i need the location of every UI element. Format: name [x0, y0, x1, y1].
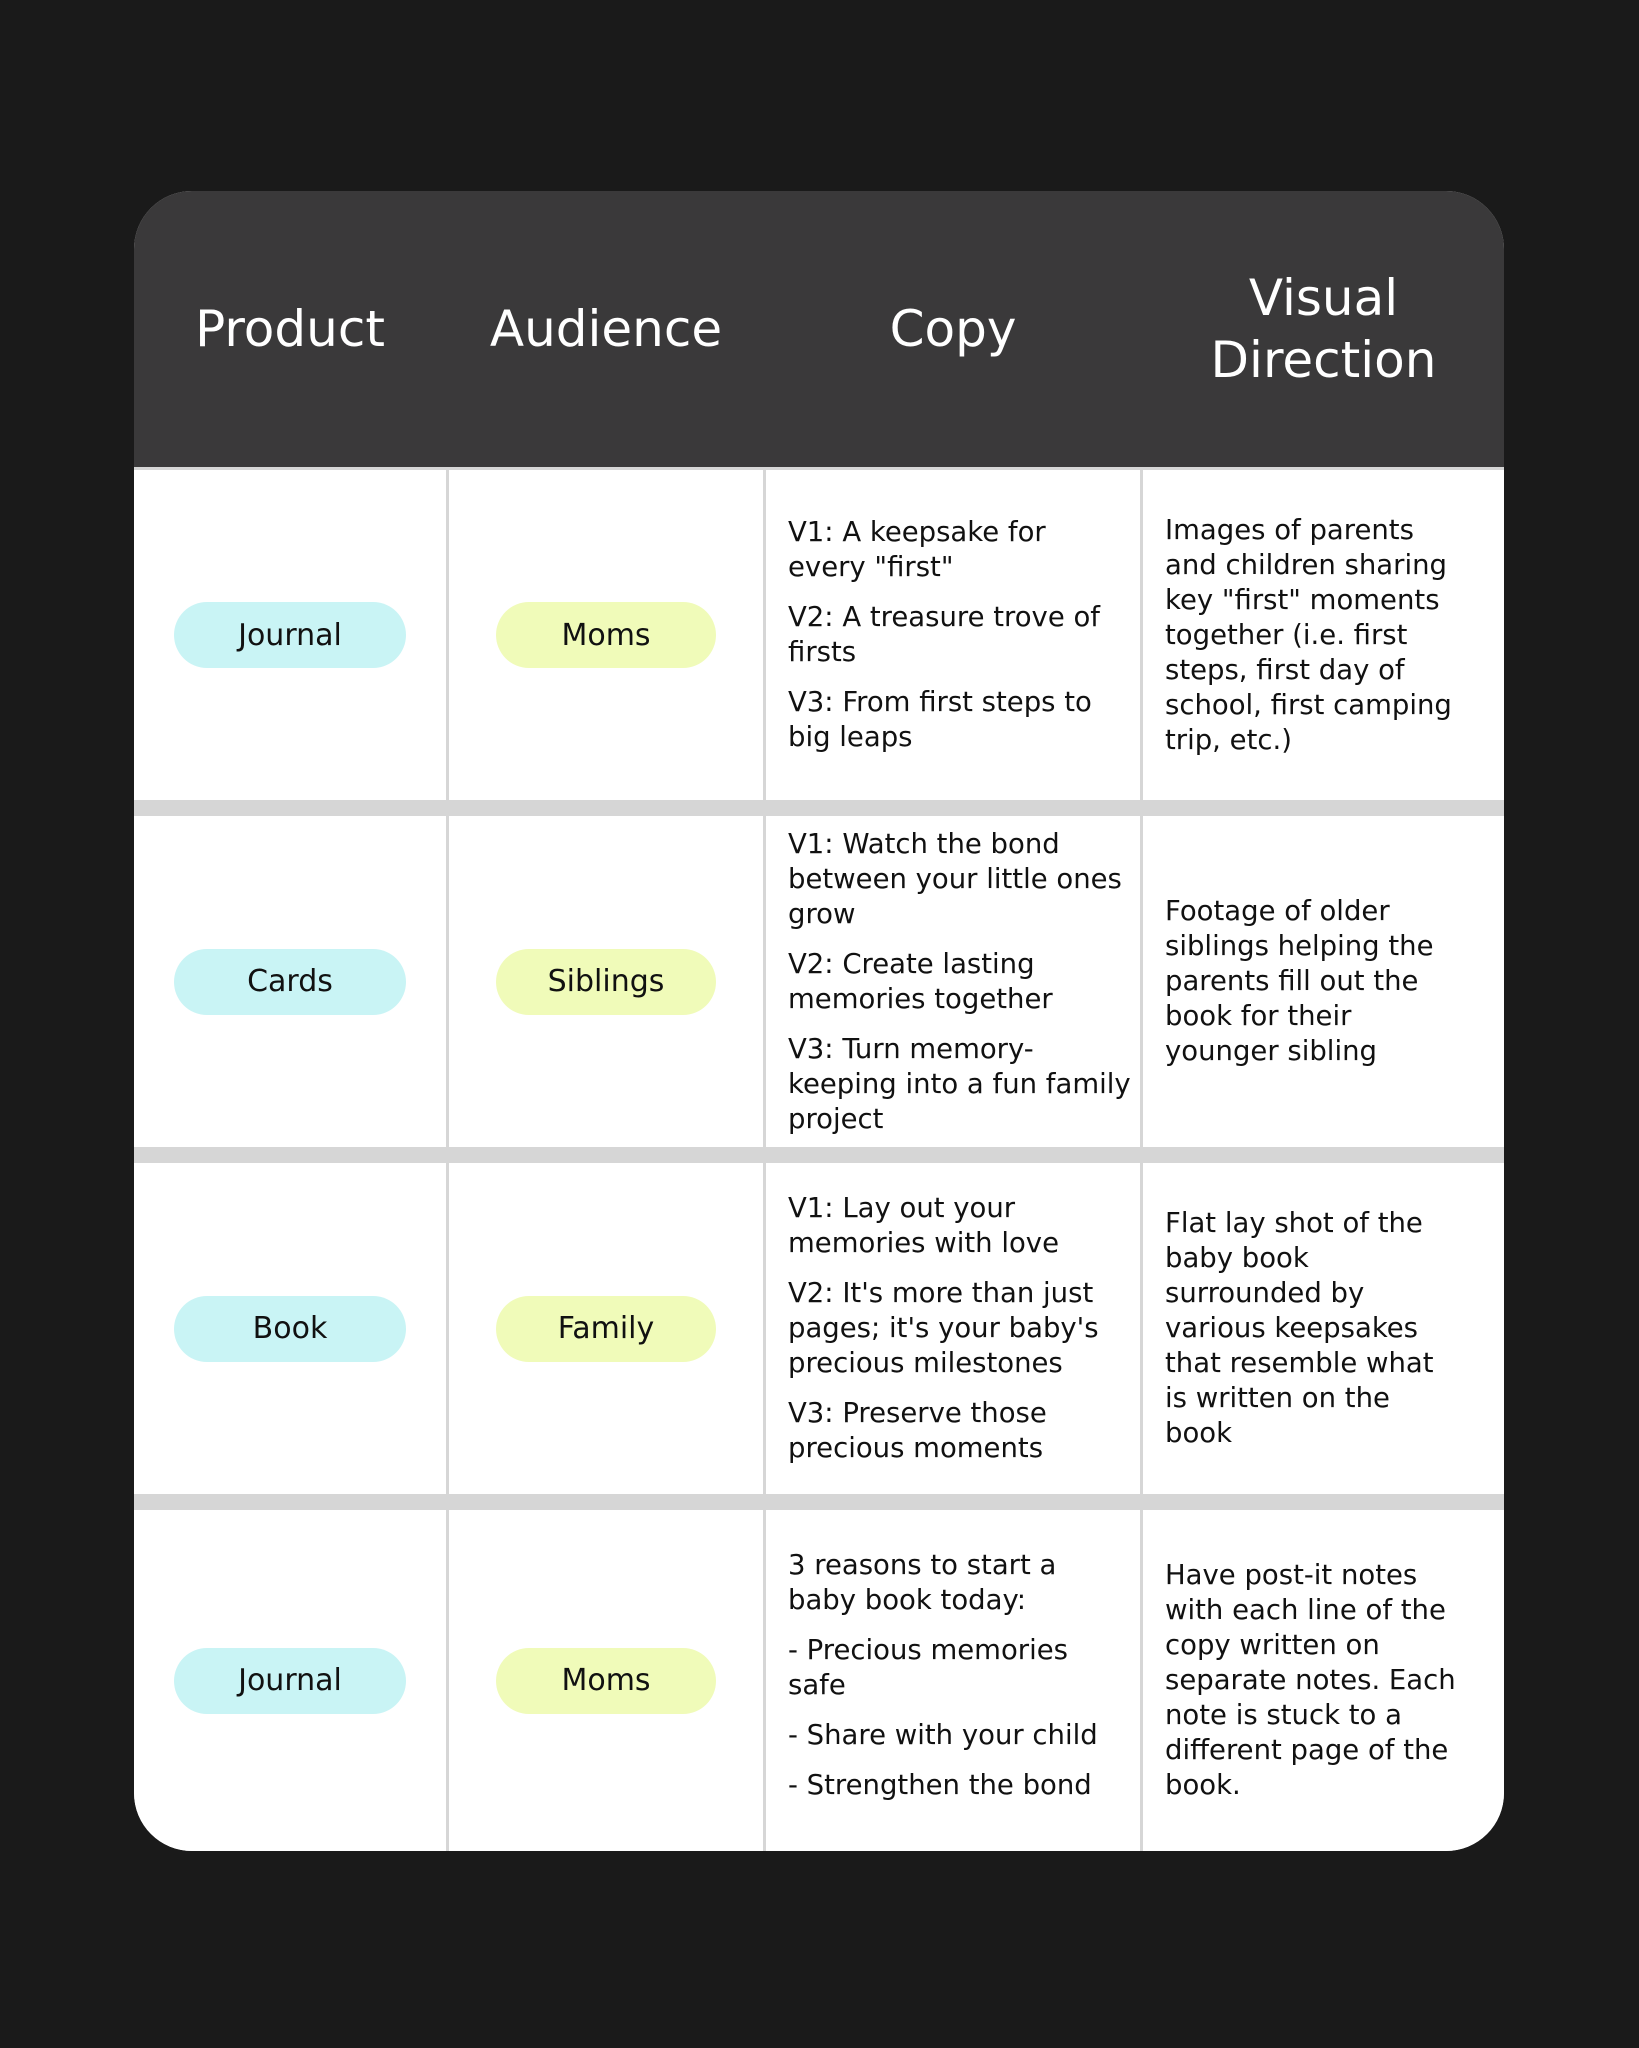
audience-cell [449, 470, 763, 800]
content-plan-table [134, 191, 1504, 1851]
copy-cell [766, 816, 1140, 1147]
product-tag: Book [174, 1296, 406, 1362]
product-cell [134, 816, 446, 1147]
table-row [134, 1510, 1504, 1851]
table-row [134, 470, 1504, 800]
copy-line: - Precious memories safe [788, 1634, 1068, 1701]
audience-tag: Moms [496, 602, 716, 668]
visual-direction-cell [1143, 1163, 1504, 1494]
copy-line: V2: It's more than just pages; it's your baby's precious milestones [788, 1277, 1099, 1379]
header-product: Product [195, 300, 385, 358]
visual-direction-text: Flat lay shot of the baby book surrounded by various keepsakes that resemble what is written on the book [1165, 1207, 1434, 1449]
product-tag: Cards [174, 949, 406, 1015]
audience-cell [449, 816, 763, 1147]
copy-line: - Share with your child [788, 1719, 1098, 1751]
copy-cell [766, 1163, 1140, 1494]
audience-tag: Family [496, 1296, 716, 1362]
copy-line: V3: From first steps to big leaps [788, 686, 1092, 753]
audience-cell [449, 1510, 763, 1851]
copy-line: V3: Preserve those precious moments [788, 1397, 1047, 1464]
copy-line: V2: Create lasting memories together [788, 947, 1053, 1015]
audience-cell [449, 1163, 763, 1494]
audience-tag: Siblings [496, 949, 716, 1015]
copy-line: 3 reasons to start a baby book today: [788, 1549, 1057, 1616]
header-audience: Audience [489, 300, 723, 358]
copy-line: V2: A treasure trove of firsts [788, 601, 1100, 668]
copy-line: V3: Turn memory-keeping into a fun family project [788, 1032, 1131, 1135]
visual-direction-text: Images of parents and children sharing key "first" moments together (i.e. first steps, first day of school, first camping trip, etc.) [1165, 513, 1452, 756]
visual-direction-cell [1143, 1510, 1504, 1851]
copy-cell [766, 470, 1140, 800]
visual-direction-text: Footage of older siblings helping the parents fill out the book for their younger sibling [1165, 895, 1434, 1067]
copy-line: V1: A keepsake for every "first" [788, 516, 1046, 583]
audience-tag: Moms [496, 1648, 716, 1714]
product-tag: Journal [174, 602, 406, 668]
copy-line: V1: Lay out your memories with love [788, 1192, 1059, 1259]
product-cell [134, 1163, 446, 1494]
copy-cell [766, 1510, 1140, 1851]
product-tag: Journal [174, 1648, 406, 1714]
visual-direction-cell [1143, 816, 1504, 1147]
product-cell [134, 470, 446, 800]
header-visual-direction: Visual Direction [1210, 269, 1437, 389]
visual-direction-cell [1143, 470, 1504, 800]
table-row [134, 1163, 1504, 1494]
copy-line: - Strengthen the bond [788, 1769, 1092, 1801]
header-copy: Copy [889, 300, 1017, 358]
table-row [134, 816, 1504, 1147]
copy-line: V1: Watch the bond between your little ones grow [788, 827, 1122, 930]
product-cell [134, 1510, 446, 1851]
table-header [134, 191, 1504, 467]
visual-direction-text: Have post-it notes with each line of the copy written on separate notes. Each note is stuck to a different page of the book. [1165, 1559, 1456, 1801]
